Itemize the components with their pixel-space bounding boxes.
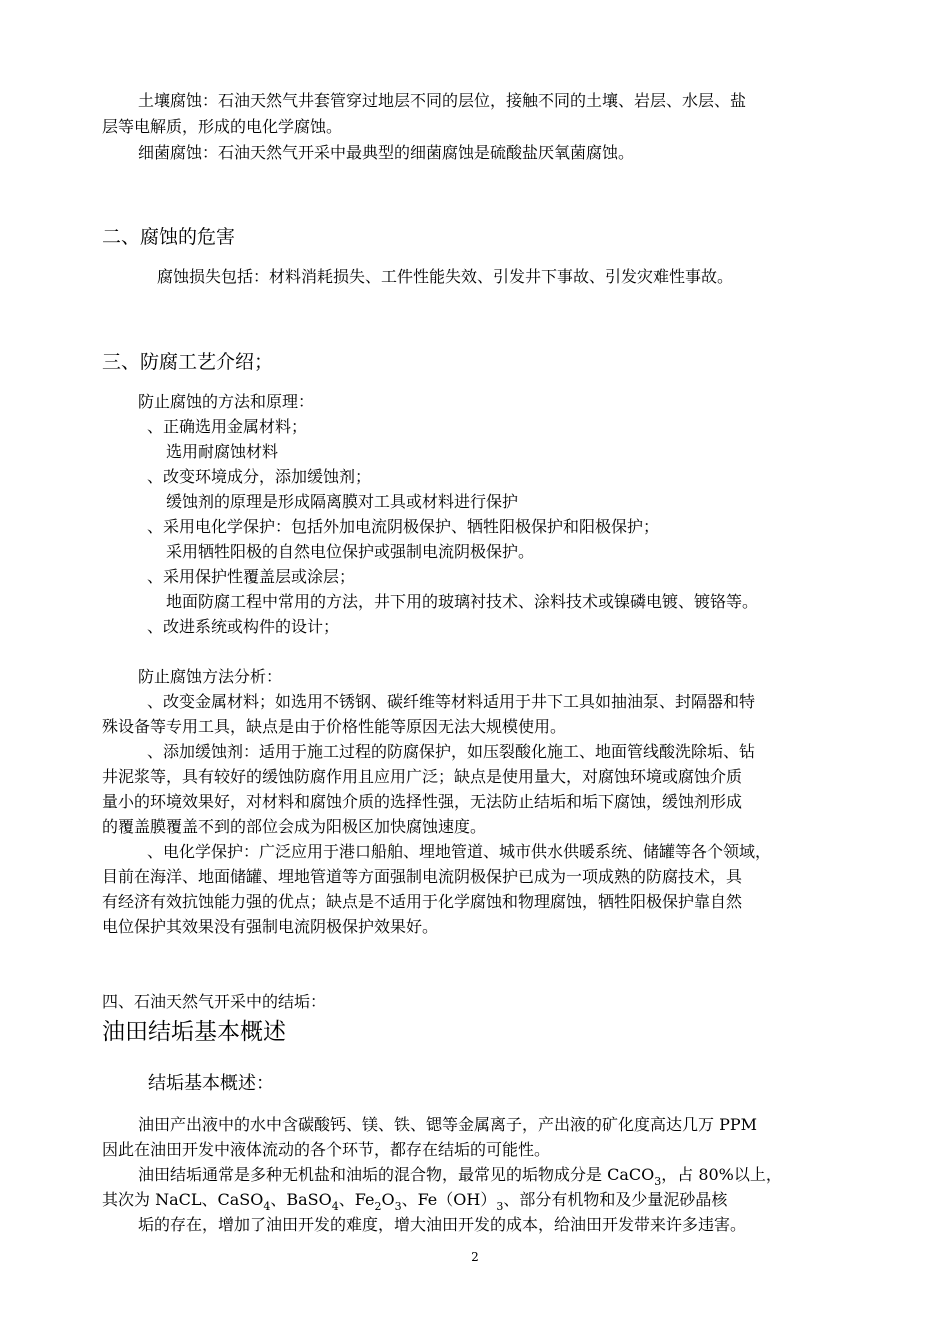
- subscript: 2: [374, 1200, 382, 1213]
- scaling-paragraph-3: 垢的存在，增加了油田开发的难度，增大油田开发的成本，给油田开发带来许多违害。: [138, 1215, 747, 1234]
- analysis-material: 、改变金属材料；如选用不锈钢、碳纤维等材料适用于井下工具如抽油泵、封隔器和特: [147, 692, 756, 711]
- analysis-electrochemical-cont: 电位保护其效果没有强制电流阴极保护效果好。: [102, 917, 439, 936]
- analysis-electrochemical: 、电化学保护：广泛应用于港口船舶、埋地管道、城市供水供暖系统、储罐等各个领域，: [147, 842, 772, 861]
- analysis-inhibitor-cont: 井泥浆等，具有较好的缓蚀防腐作用且应用广泛；缺点是使用量大，对腐蚀环境或腐蚀介质: [102, 767, 743, 786]
- method-detail: 缓蚀剂的原理是形成隔离膜对工具或材料进行保护: [166, 492, 519, 511]
- paragraph-soil-corrosion: 土壤腐蚀：石油天然气井套管穿过地层不同的层位，接触不同的土壤、岩层、水层、盐: [138, 91, 747, 110]
- text-run: 油田结垢通常是多种无机盐和油垢的混合物，最常见的垢物成分是 CaCO: [138, 1165, 655, 1184]
- method-detail: 地面防腐工程中常用的方法，井下用的玻璃衬技术、涂料技术或镍磷电镀、镀铬等。: [166, 592, 759, 611]
- method-item: 、改变环境成分，添加缓蚀剂；: [147, 467, 372, 486]
- scaling-title: 油田结垢基本概述: [102, 1019, 286, 1045]
- text-run: 、Fe: [338, 1190, 375, 1209]
- page-number: 2: [471, 1250, 479, 1264]
- analysis-inhibitor-cont: 量小的环境效果好，对材料和腐蚀介质的选择性强，无法防止结垢和垢下腐蚀，缓蚀剂形成: [102, 792, 743, 811]
- paragraph-hazards: 腐蚀损失包括：材料消耗损失、工件性能失效、引发井下事故、引发灾难性事故。: [157, 267, 734, 286]
- paragraph-soil-corrosion-cont: 层等电解质，形成的电化学腐蚀。: [102, 117, 343, 136]
- text-run: ，占 80%以上，: [661, 1165, 782, 1184]
- analysis-electrochemical-cont: 目前在海洋、地面储罐、埋地管道等方面强制电流阴极保护已成为一项成熟的防腐技术，具: [102, 867, 743, 886]
- analysis-inhibitor-cont: 的覆盖膜覆盖不到的部位会成为阳极区加快腐蚀速度。: [102, 817, 487, 836]
- method-item: 、改进系统或构件的设计；: [147, 617, 340, 636]
- method-detail: 选用耐腐蚀材料: [166, 442, 279, 461]
- scaling-paragraph-1-cont: 因此在油田开发中液体流动的各个环节，都存在结垢的可能性。: [102, 1140, 551, 1159]
- subscript: 4: [331, 1200, 339, 1213]
- text-run: 其次为 NaCL、CaSO: [102, 1190, 264, 1209]
- analysis-material-cont: 殊设备等专用工具，缺点是由于价格性能等原因无法大规模使用。: [102, 717, 567, 736]
- subscript: 4: [263, 1200, 271, 1213]
- text-run: 、BaSO: [270, 1190, 332, 1209]
- subscript: 3: [394, 1200, 402, 1213]
- method-detail: 采用牺牲阳极的自然电位保护或强制电流阴极保护。: [166, 542, 535, 561]
- analysis-title: 防止腐蚀方法分析：: [138, 667, 283, 686]
- analysis-inhibitor: 、添加缓蚀剂：适用于施工过程的防腐保护，如压裂酸化施工、地面管线酸洗除垢、钻: [147, 742, 756, 761]
- scaling-paragraph-1: 油田产出液中的水中含碳酸钙、镁、铁、锶等金属离子，产出液的矿化度高达几万 PPM: [138, 1115, 758, 1134]
- text-run: 、部分有机物和及少量泥砂晶核: [503, 1190, 728, 1209]
- section-heading-scaling: 四、石油天然气开采中的结垢：: [102, 992, 327, 1011]
- analysis-electrochemical-cont: 有经济有效抗蚀能力强的优点；缺点是不适用于化学腐蚀和物理腐蚀，牺牲阳极保护靠自然: [102, 892, 743, 911]
- paragraph-bacteria-corrosion: 细菌腐蚀：石油天然气开采中最典型的细菌腐蚀是硫酸盐厌氧菌腐蚀。: [138, 143, 635, 162]
- text-run: O: [381, 1190, 395, 1209]
- method-item: 、正确选用金属材料；: [147, 417, 308, 436]
- subscript: 3: [496, 1200, 504, 1213]
- methods-title: 防止腐蚀的方法和原理：: [138, 392, 315, 411]
- subscript: 3: [654, 1175, 662, 1188]
- section-heading-hazards: 二、腐蚀的危害: [102, 226, 236, 248]
- method-item: 、采用保护性覆盖层或涂层；: [147, 567, 356, 586]
- section-heading-anticorrosion: 三、防腐工艺介绍；: [102, 351, 274, 373]
- text-run: 、Fe（OH）: [401, 1190, 497, 1209]
- method-item: 、采用电化学保护：包括外加电流阴极保护、牺牲阳极保护和阳极保护；: [147, 517, 660, 536]
- scaling-subtitle: 结垢基本概述：: [148, 1073, 274, 1094]
